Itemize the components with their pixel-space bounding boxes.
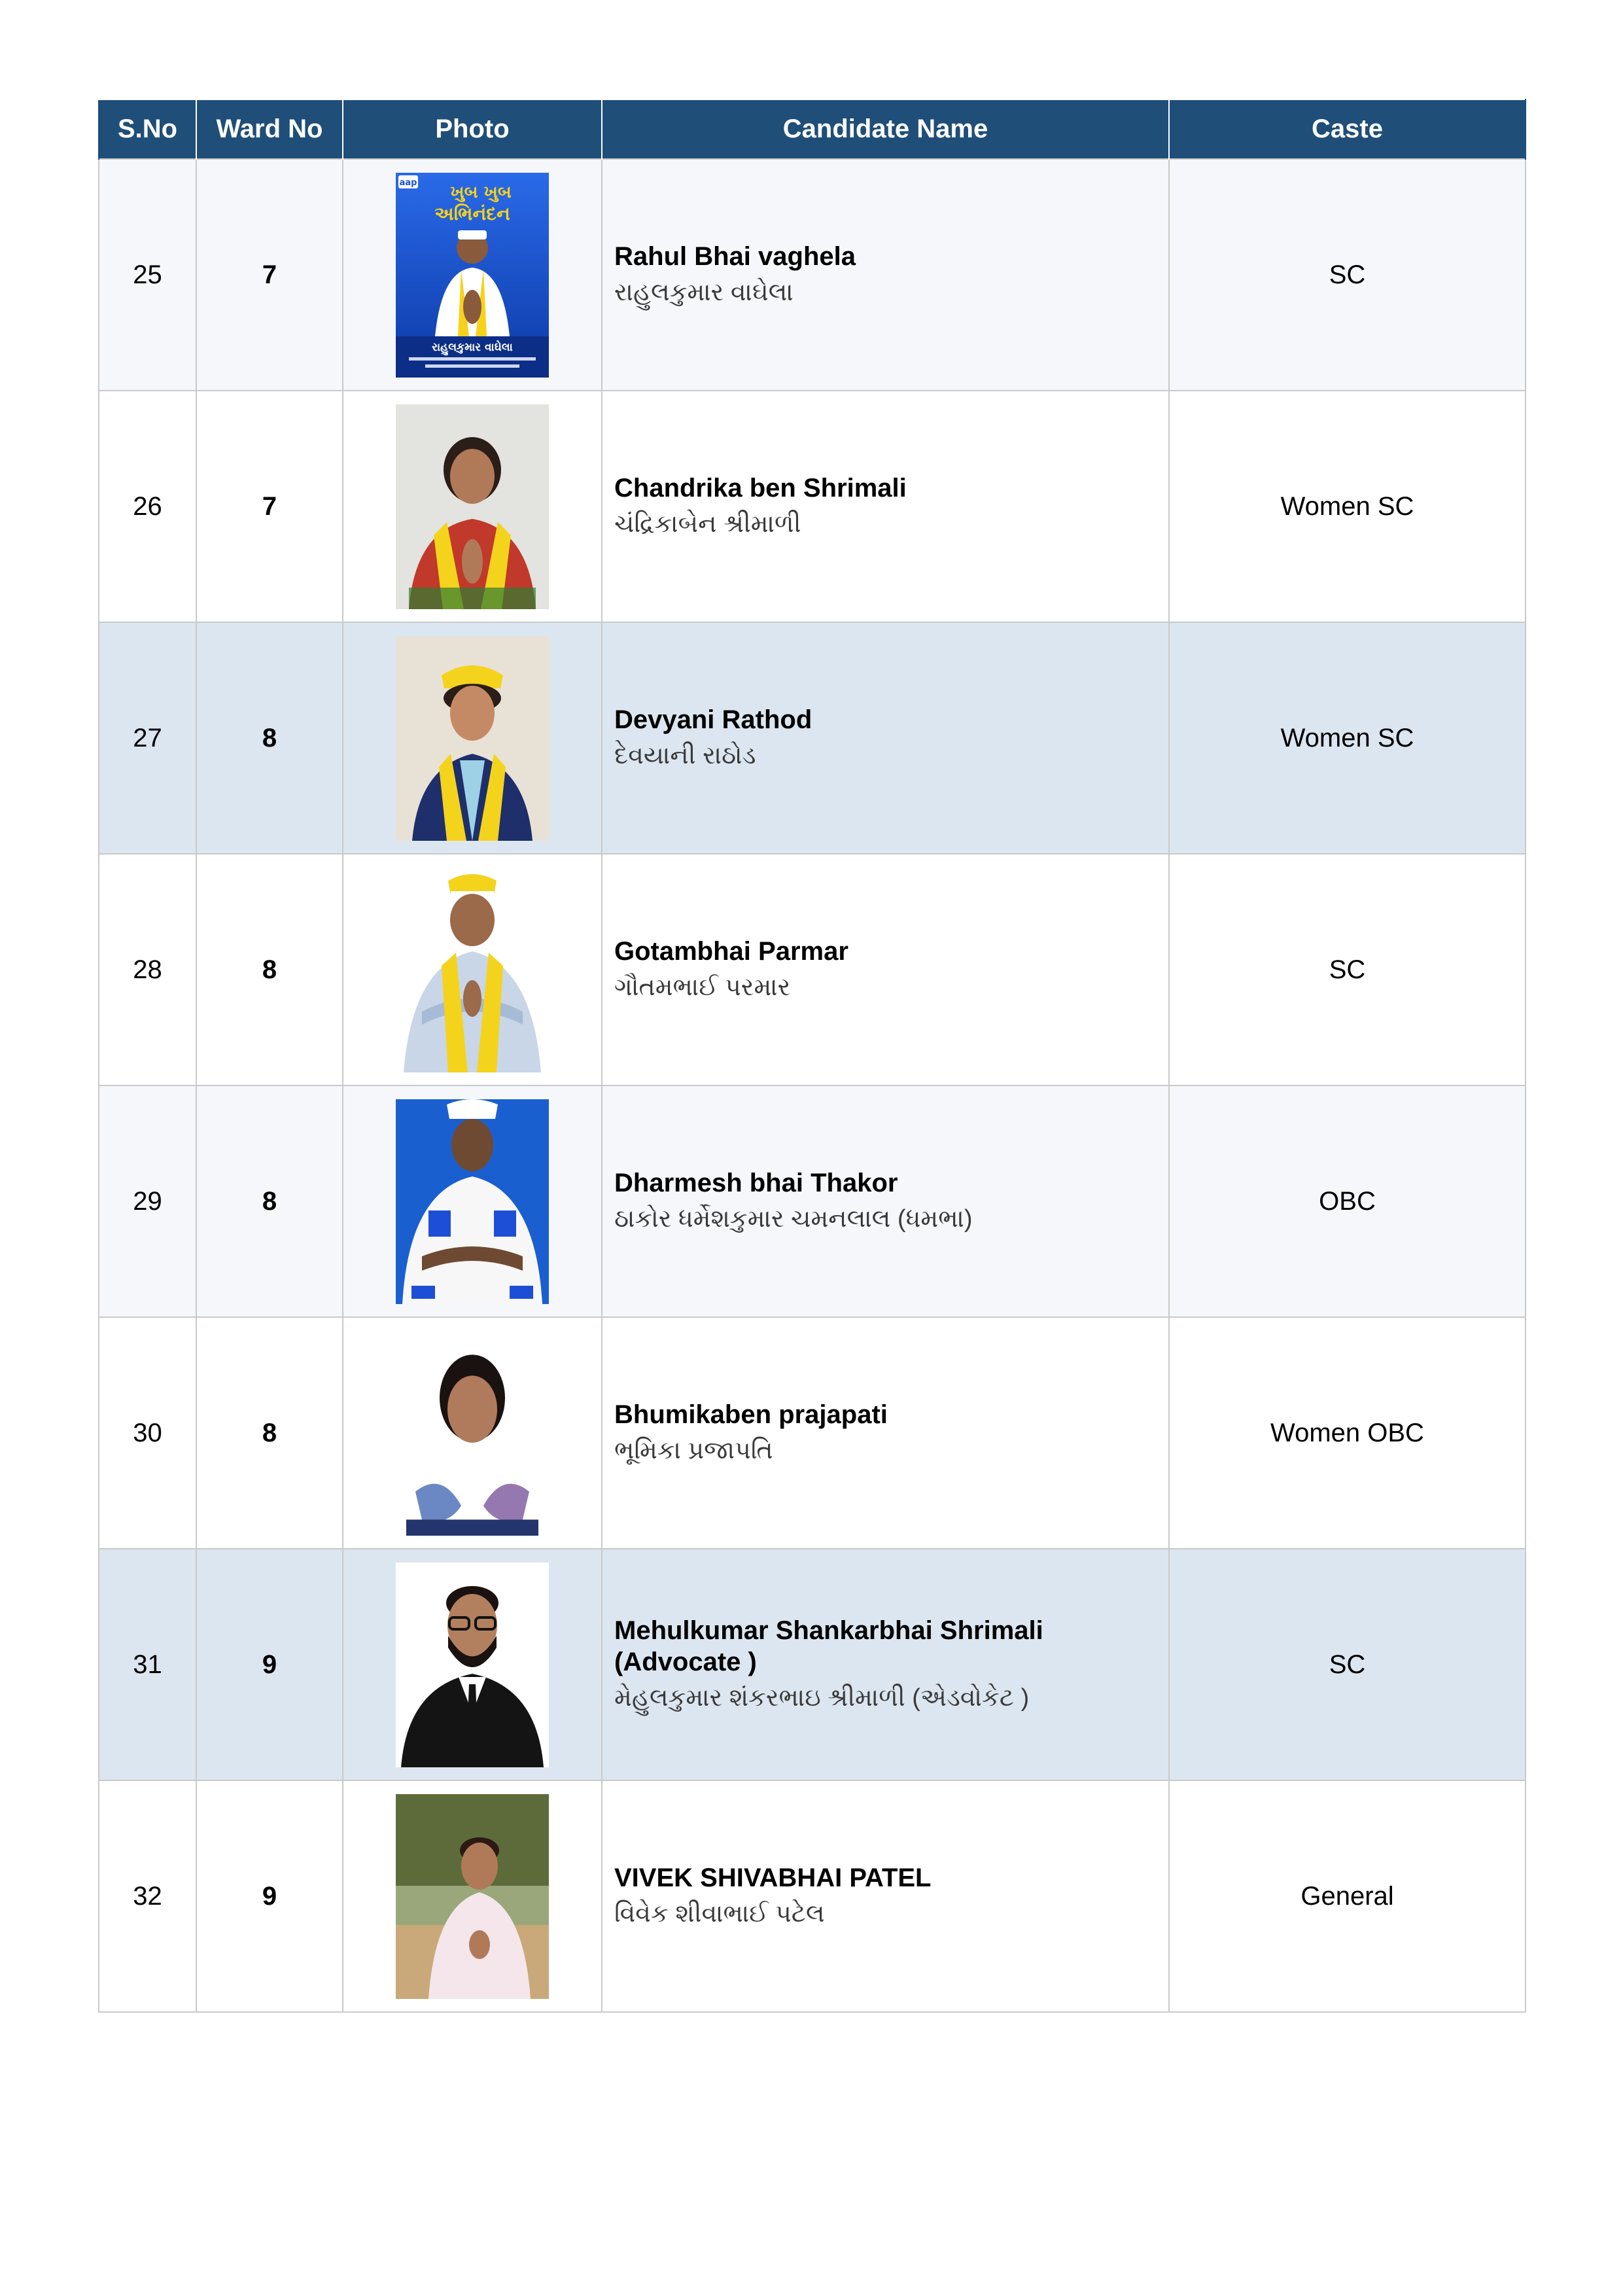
cell-photo [343, 854, 602, 1086]
table-row [99, 854, 1526, 1086]
candidate-portrait-image [396, 404, 549, 609]
cell-caste: Women SC [1169, 391, 1526, 622]
header-sno: S.No [99, 99, 196, 159]
campaign-poster-image [396, 173, 549, 378]
candidate-photo [396, 1794, 549, 1999]
cell-photo [343, 1780, 602, 2012]
candidate-portrait-image [396, 1563, 549, 1767]
cell-ward: 9 [196, 1780, 343, 2012]
candidate-name-english: VIVEK SHIVABHAI PATEL [614, 1863, 932, 1892]
cell-sno: 30 [99, 1317, 196, 1549]
candidate-name-english: Mehulkumar Shankarbhai Shrimali (Advocate ) [614, 1616, 1043, 1676]
cell-ward: 8 [196, 1317, 343, 1549]
candidate-name-gujarati: ભૂમિકા પ્રજાપતિ [614, 1437, 773, 1464]
candidate-name-english: Dharmesh bhai Thakor [614, 1169, 898, 1197]
candidate-name-gujarati: વિવેક શીવાભાઈ પટેલ [614, 1900, 825, 1928]
poster-headline-2: અભિનંદન [434, 202, 510, 224]
candidate-photo [396, 404, 549, 609]
table-row [99, 1549, 1526, 1780]
cell-candidate-name [602, 159, 1169, 391]
candidate-name-gujarati: ગૌતમભાઈ પરમાર [614, 974, 791, 1001]
header-photo: Photo [343, 99, 602, 159]
cell-candidate-name [602, 1317, 1169, 1549]
cell-ward: 8 [196, 854, 343, 1086]
cell-sno: 27 [99, 622, 196, 854]
candidate-photo [396, 1331, 549, 1536]
header-candidate-name: Candidate Name [602, 99, 1169, 159]
cell-candidate-name [602, 1549, 1169, 1780]
cell-ward: 8 [196, 1086, 343, 1317]
cell-photo [343, 1086, 602, 1317]
candidate-name-english: Chandrika ben Shrimali [614, 474, 907, 503]
header-ward: Ward No [196, 99, 343, 159]
table-row [99, 159, 1526, 391]
candidate-photo [396, 173, 549, 378]
cell-candidate-name [602, 1086, 1169, 1317]
candidate-name-english: Gotambhai Parmar [614, 937, 848, 966]
candidate-name-english: Bhumikaben prajapati [614, 1400, 888, 1429]
cell-candidate-name [602, 622, 1169, 854]
cell-ward: 7 [196, 159, 343, 391]
candidate-name-gujarati: રાહુલકુમાર વાઘેલા [614, 279, 794, 306]
candidate-portrait-image [396, 868, 549, 1072]
cell-caste: Women SC [1169, 622, 1526, 854]
cell-caste: SC [1169, 159, 1526, 391]
poster-name: રાહુલકુમાર વાઘેલા [432, 340, 513, 354]
candidate-name-gujarati: મેહુલકુમાર શંકરભાઇ શ્રીમાળી (એડવોકેટ ) [614, 1684, 1030, 1712]
table-row [99, 1086, 1526, 1317]
cell-ward: 8 [196, 622, 343, 854]
poster-headline-1: ખુબ ખુબ [450, 182, 512, 202]
candidate-portrait-image [396, 1099, 549, 1304]
candidate-name-gujarati: દેવયાની રાઠોડ [614, 742, 756, 769]
cell-photo [343, 391, 602, 622]
candidate-name-english: Rahul Bhai vaghela [614, 242, 856, 271]
candidate-photo [396, 1563, 549, 1767]
cell-candidate-name [602, 854, 1169, 1086]
cell-photo [343, 1549, 602, 1780]
candidate-portrait-image [396, 1794, 549, 1999]
cell-sno: 25 [99, 159, 196, 391]
candidate-photo [396, 1099, 549, 1304]
candidate-portrait-image [396, 636, 549, 841]
candidate-table [98, 99, 1526, 2013]
cell-candidate-name [602, 391, 1169, 622]
candidate-name-gujarati: ઠાકોર ધર્મેશકુમાર ચમનલાલ (ધમભા) [614, 1205, 973, 1233]
cell-candidate-name [602, 1780, 1169, 2012]
cell-caste: OBC [1169, 1086, 1526, 1317]
candidate-name-gujarati: ચંદ્રિકાબેન શ્રીમાળી [614, 510, 801, 538]
candidate-photo [396, 636, 549, 841]
cell-ward: 9 [196, 1549, 343, 1780]
cell-sno: 29 [99, 1086, 196, 1317]
table-header-row [99, 99, 1526, 159]
candidate-portrait-image [396, 1331, 549, 1536]
cell-sno: 28 [99, 854, 196, 1086]
cell-sno: 32 [99, 1780, 196, 2012]
cell-caste: SC [1169, 854, 1526, 1086]
header-caste: Caste [1169, 99, 1526, 159]
cell-caste: General [1169, 1780, 1526, 2012]
candidate-name-english: Devyani Rathod [614, 705, 812, 734]
table-row [99, 622, 1526, 854]
cell-sno: 31 [99, 1549, 196, 1780]
cell-caste: SC [1169, 1549, 1526, 1780]
cell-photo [343, 1317, 602, 1549]
cell-ward: 7 [196, 391, 343, 622]
cell-sno: 26 [99, 391, 196, 622]
cell-photo [343, 159, 602, 391]
cell-caste: Women OBC [1169, 1317, 1526, 1549]
aap-logo-icon: aap [399, 177, 417, 188]
table-row [99, 1317, 1526, 1549]
table-row [99, 1780, 1526, 2012]
candidate-photo [396, 868, 549, 1072]
cell-photo [343, 622, 602, 854]
table-row [99, 391, 1526, 622]
